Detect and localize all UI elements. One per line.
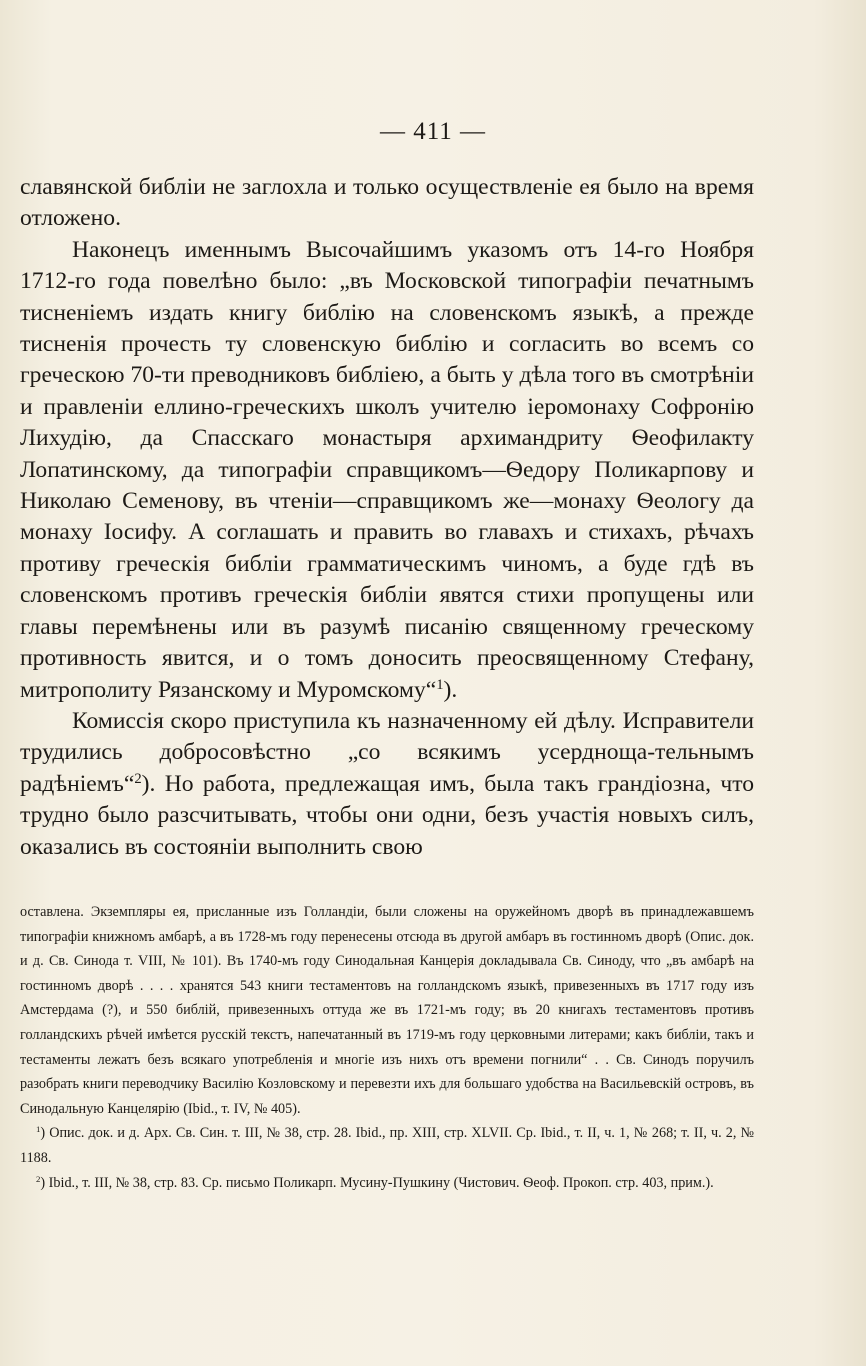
footnote-1-text: ) Опис. док. и д. Арх. Св. Син. т. III, № 38, стр. 28. Ibid., пр. XIII, стр. XLVII. Ср. Ibid., т. II, ч. 1, № 268; т. II, ч. 2, № 1188.	[20, 1125, 754, 1166]
paragraph-continuation: славянской библіи не заглохла и только осуществленіе ея было на время отложено.	[20, 174, 754, 232]
paragraph-decree-tail: ).	[443, 676, 458, 703]
footnote-ref-2[interactable]: 2	[134, 770, 142, 787]
footnote-ref-1[interactable]: 1	[436, 676, 444, 693]
footnote-divider	[20, 884, 754, 885]
footnotes-section	[20, 900, 754, 1195]
footnote-2	[20, 1171, 754, 1196]
paragraph-commission-tail: ). Но работа, предлежащая имъ, была такъ грандіозна, что трудно было разсчитывать, чтобы они одни, безъ участія новыхъ силъ, оказались въ состояніи выполнить свою	[20, 770, 754, 860]
paragraph-commission	[20, 706, 754, 863]
footnote-2-text: ) Ibid., т. III, № 38, стр. 83. Ср. письмо Поликарп. Мусину-Пушкину (Чистович. Ѳеоф. Прокоп. стр. 403, прим.).	[40, 1174, 714, 1191]
footnote-continued: оставлена. Экземпляры ея, присланные изъ Голландіи, были сложены на оружейномъ дворѣ въ принадлежавшемъ типографіи книжномъ амбарѣ, а въ 1728-мъ году перенесены отсюда въ другой амбаръ въ гостинномъ дворѣ (Опис. док. и д. Св. Синода т. VIII, № 101). Въ 1740-мъ году Синодальная Канцерія докладывала Св. Синоду, что „въ амбарѣ на гостинномъ дворѣ . . . . хранятся 543 книги тестаментовъ на голландскомъ языкѣ, привезенныхъ въ 1717 году изъ Амстердама (?), и 550 библій, привезенныхъ оттуда же въ 1721-мъ году; въ 20 книгахъ тестаментовъ противъ голландскихъ рѣчей имѣется русскій текстъ, напечатанный въ 1719-мъ году церковными литерами; какъ библіи, такъ и тестаменты лежатъ безъ всякаго употребленія и многіе изъ нихъ отъ времени погнили“ . . Св. Синодъ поручилъ разобрать книги переводчику Василію Козловскому и перевезти ихъ для большаго удобства на Васильевскій островъ, въ Синодальную Канцелярію (Ibid., т. IV, № 405).	[20, 904, 754, 1117]
footnote-mark-1: 1	[36, 1124, 41, 1135]
footnote-1	[20, 1121, 754, 1170]
page-number: — 411 —	[379, 118, 487, 145]
main-text	[20, 172, 754, 863]
paragraph-decree	[20, 235, 754, 706]
paragraph-decree-text: Наконецъ именнымъ Высочайшимъ указомъ отъ 14-го Ноября 1712-го года повелѣно было: „въ Московской типографіи печатнымъ тисненіемъ издать книгу библію на словенскомъ языкѣ, а прежде тисненія прочесть ту словенскую библію и согласить во всемъ со греческою 70-ти преводниковъ библіею, а быть у дѣла того въ смотрѣніи и правленіи еллино-греческихъ школъ учителю іеромонаху Софронію Лихудію, да Спасскаго монастыря архимандриту Ѳеофилакту Лопатинскому, да типографіи справщикомъ—Ѳедору Поликарпову и Николаю Семенову, въ чтеніи—справщикомъ же—монаху Ѳеологу да монаху Іосифу. А соглашать и править во главахъ и стихахъ, рѣчахъ противу греческія библіи грамматическимъ чиномъ, а буде гдѣ въ словенскомъ противъ греческія библіи явятся стихи пропущены или главы перемѣнены или въ разумѣ писанію священному греческому противность явится, и о томъ доносить преосвященному Стефану, митрополиту Рязанскому и Муромскому“	[20, 236, 754, 703]
paragraph-commission-text: Комиссія скоро приступила къ назначенному ей дѣлу. Исправители трудились добросовѣстно „со всякимъ усердноща-тельнымъ радѣніемъ“	[20, 707, 754, 797]
footnote-mark-2: 2	[36, 1173, 41, 1184]
